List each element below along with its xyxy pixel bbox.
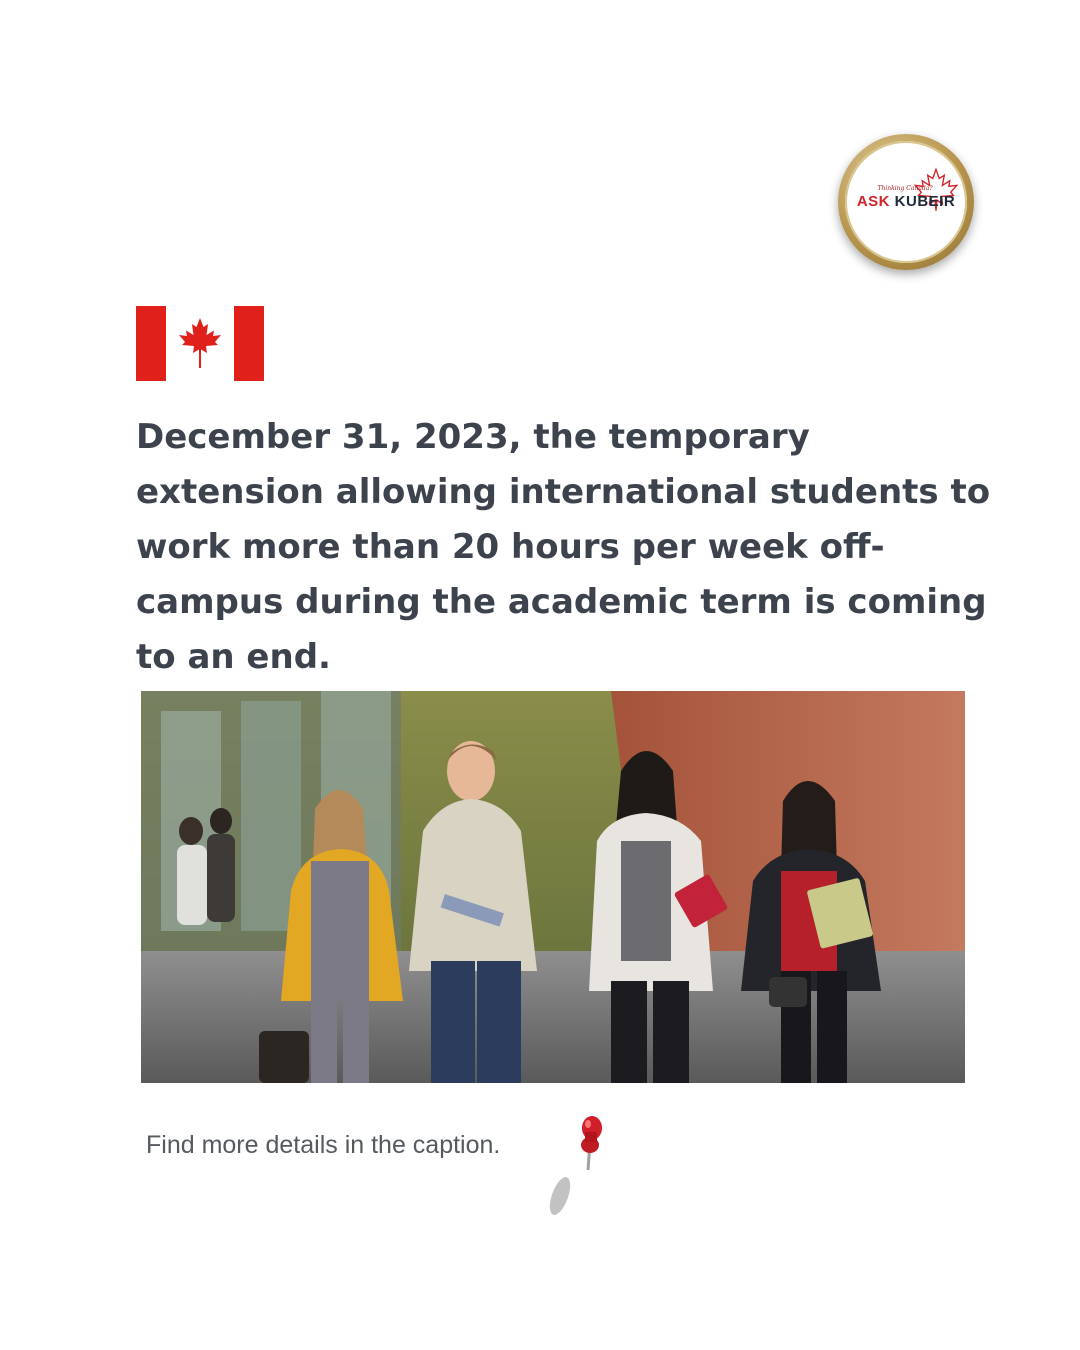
headline-text: December 31, 2023, the temporary extension allowing international students to work more than 20 hours per week off-campus during the academic term is coming to an end. xyxy=(136,417,991,677)
push-pin-icon xyxy=(540,1112,620,1222)
logo-word-kubeir: KUBEIR xyxy=(894,193,956,210)
logo-word-ask: ASK xyxy=(856,193,890,210)
canada-flag-icon xyxy=(136,306,264,381)
logo-inner-circle xyxy=(845,141,967,263)
ask-kubeir-logo xyxy=(838,134,974,270)
logo-tagline: Thinking Canada? xyxy=(877,185,933,192)
caption-text: Find more details in the caption. xyxy=(146,1131,501,1159)
logo-wordmark xyxy=(851,193,961,210)
students-walking-photo xyxy=(141,691,965,1083)
